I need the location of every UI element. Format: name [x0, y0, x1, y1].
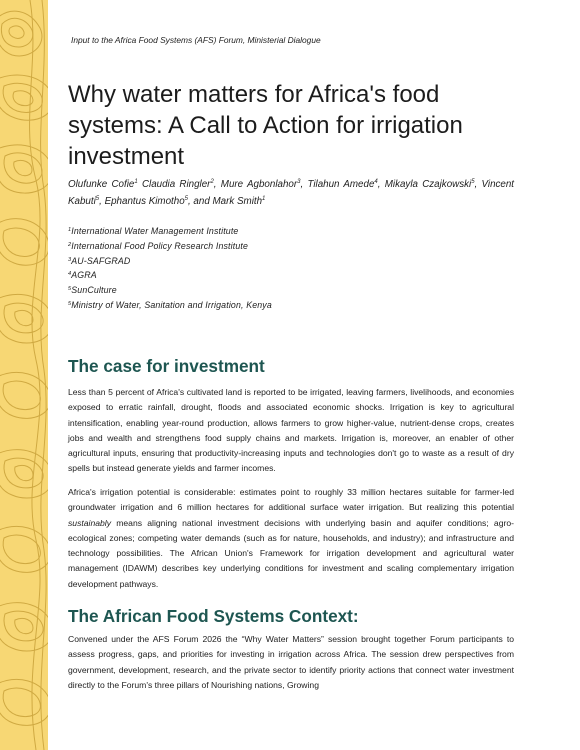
affiliation-text: SunCulture [71, 285, 117, 296]
decorative-side-band [0, 0, 48, 750]
affiliation-text: AGRA [71, 270, 97, 281]
author-name: Tilahun Amede [307, 179, 375, 190]
affiliation-text: International Water Management Institute [71, 226, 239, 236]
affiliation-marker: 1 [262, 196, 266, 202]
affiliation-number: 5 [68, 286, 72, 293]
affiliation-number: 2 [68, 241, 72, 248]
paragraph-text: means aligning national investment decisions with underlying basin and aquifer conditions; agro-ecological zones; competing water demands (such as for nature, households, and industry); and infrastructure and technology possibilities. The African Union's Framework for irrigation development and agricultural water management (IDAWM) describes key underlying conditions for investment and scaling complementary irrigation development pathways. [68, 517, 514, 589]
affiliation-marker: 2 [210, 179, 214, 185]
affiliation-text: AU-SAFGRAD [71, 255, 131, 266]
affiliation-row [68, 298, 514, 313]
paragraph-text: Africa's irrigation potential is considerable: estimates point to roughly 33 million hectares suitable for farmer-led groundwater irrigation and 6 million hectares for additional surface water irrigation. But realizing this potential [68, 487, 514, 513]
author-name: Mure Agbonlahor [220, 179, 298, 190]
affiliation-marker: 4 [374, 179, 378, 185]
affiliation-row [68, 283, 514, 298]
author-name: Claudia Ringler [141, 179, 211, 190]
author-name: Vincent Kabuti [68, 179, 515, 207]
author-separator: , [300, 179, 308, 190]
affiliation-number: 5 [68, 300, 72, 307]
contour-pattern [0, 0, 48, 750]
paragraph-investment-2 [68, 485, 514, 592]
author-separator: , [377, 179, 385, 190]
affiliation-marker: 1 [134, 179, 138, 185]
affiliation-marker: 5 [471, 179, 475, 185]
emphasis-sustainably: sustainably [68, 517, 111, 528]
paragraph-context-1: Convened under the AFS Forum 2026 the “Why Water Matters” session brought together Forum participants to assess progress, gaps, and priorities for investing in irrigation across Africa. The session drew perspectives from government, development, research, and the private sector to identify priority actions that connect water investment directly to the Forum's three pillars of Nourishing nations, Growing [68, 634, 514, 690]
affiliation-list [68, 224, 514, 313]
affiliation-number: 1 [68, 227, 72, 233]
affiliation-marker: 3 [297, 179, 301, 185]
section-heading-context: The African Food Systems Context: [68, 606, 359, 626]
author-separator: , [474, 179, 482, 190]
author-name: Mark Smith [212, 196, 263, 207]
author-name: Mikayla Czajkowski [384, 179, 472, 190]
affiliation-row [68, 254, 514, 269]
paragraph-investment-1: Less than 5 percent of Africa's cultivated land is reported to be irrigated, leaving farmers, livelihoods, and economies exposed to erratic rainfall, drought, floods and associated economic shocks. Irrigation is key to agricultural intensification, enabling year-round production, allows farmers to grow higher-value, nutrient-dense crops, creates jobs and wealth and strengthens food supply chains and markets. Irrigation is, moreover, an enabler of other agricultural inputs, ensuring that productivity-increasing inputs and technologies don't go to waste as a result of dry spells but instead generate yields and farmer incomes. [68, 387, 514, 474]
affiliation-number: 4 [68, 271, 72, 278]
affiliation-marker: 5 [95, 196, 100, 202]
affiliation-text: Ministry of Water, Sanitation and Irrigation, Kenya [71, 299, 272, 310]
affiliation-marker: 5 [184, 196, 188, 202]
affiliation-text: International Food Policy Research Institute [71, 240, 249, 251]
affiliation-row [68, 239, 514, 254]
forum-header: Input to the Africa Food Systems (AFS) Forum, Ministerial Dialogue [71, 35, 321, 45]
document-title: Why water matters for Africa's food systems: A Call to Action for irrigation investment [68, 81, 463, 170]
author-name: Ephantus Kimotho [104, 196, 185, 207]
section-heading-investment: The case for investment [68, 356, 265, 376]
affiliation-number: 3 [68, 256, 72, 263]
author-name: Olufunke Cofie [68, 179, 135, 190]
author-separator: , [213, 179, 221, 190]
author-separator: , and [187, 196, 213, 207]
affiliation-row [68, 224, 514, 239]
affiliation-row [68, 268, 514, 283]
author-separator: , [99, 196, 105, 207]
author-list [68, 176, 514, 210]
